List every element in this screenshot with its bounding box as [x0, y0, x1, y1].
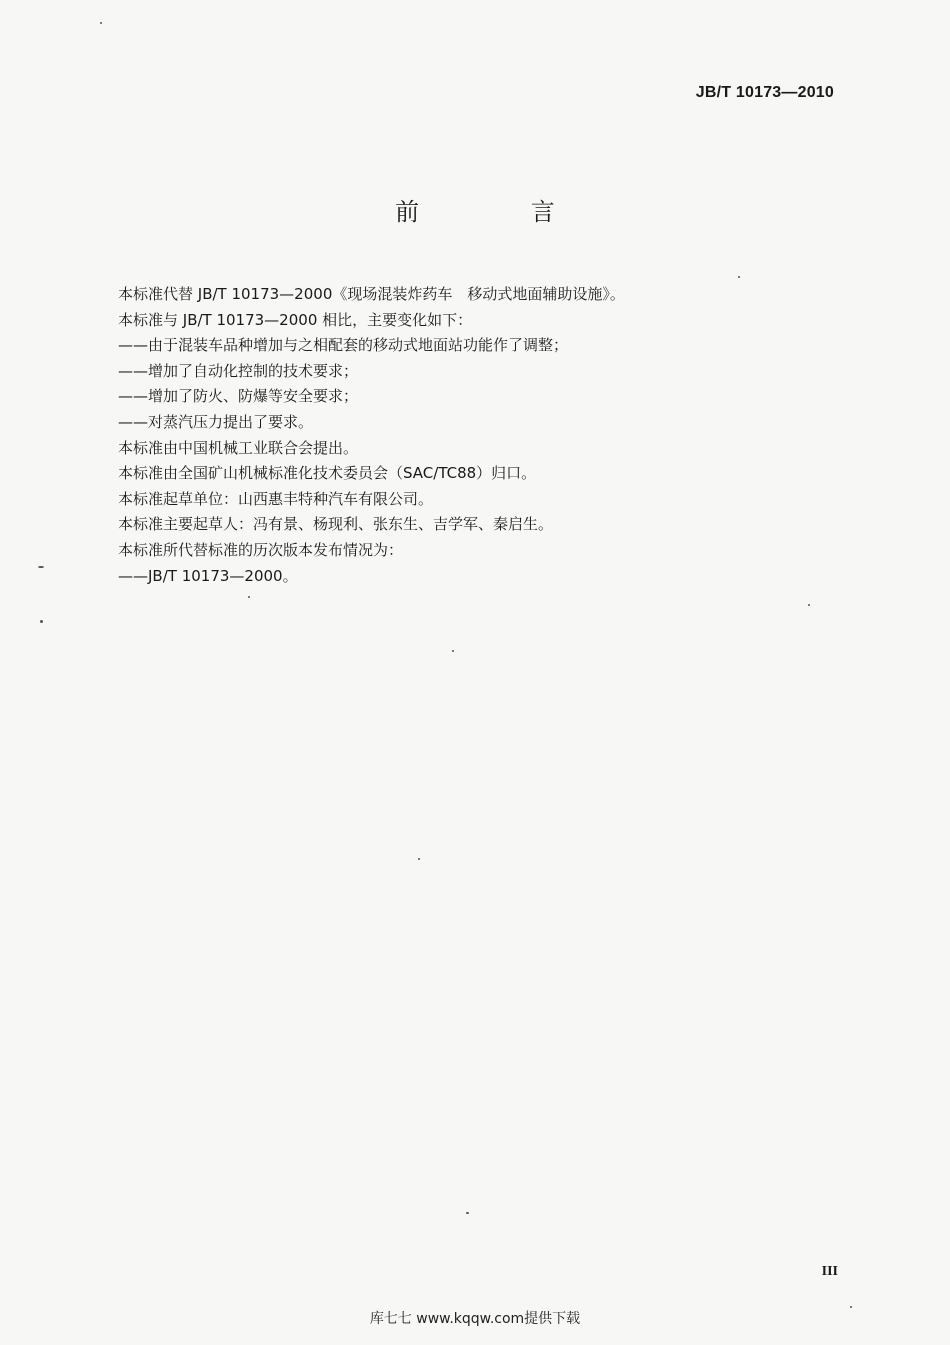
preface-line: ——增加了防火、防爆等安全要求；: [118, 387, 359, 406]
scan-speck: [38, 566, 44, 568]
scan-speck: [808, 604, 810, 606]
preface-body: [118, 282, 838, 589]
scan-speck: [452, 650, 454, 652]
preface-line: 本标准代替 JB/T 10173—2000《现场混装炸药车 移动式地面辅助设施》。: [118, 285, 625, 303]
preface-line: 本标准由全国矿山机械标准化技术委员会（SAC/TC88）归口。: [118, 464, 537, 483]
preface-line: 本标准所代替标准的历次版本发布情况为：: [118, 540, 404, 559]
scan-speck: [248, 596, 250, 598]
scan-speck: [466, 1212, 469, 1214]
preface-line: ——增加了自动化控制的技术要求；: [118, 361, 359, 380]
scan-speck: [40, 620, 43, 623]
scan-speck: [850, 1306, 852, 1308]
preface-line: 本标准与 JB/T 10173—2000 相比，主要变化如下：: [118, 310, 473, 329]
preface-line: ——对蒸汽压力提出了要求。: [118, 412, 314, 431]
download-footer: 库七七 www.kqqw.com提供下载: [369, 1311, 581, 1327]
scan-speck: [738, 276, 740, 278]
page-number: III: [821, 1264, 838, 1279]
preface-line: ——JB/T 10173—2000。: [118, 566, 298, 585]
section-title: 前 言: [395, 198, 607, 226]
preface-line: 本标准由中国机械工业联合会提出。: [118, 438, 359, 457]
scan-speck: [418, 858, 420, 860]
preface-line: 本标准主要起草人：冯有景、杨现利、张东生、吉学军、秦启生。: [118, 515, 554, 534]
preface-line: ——由于混装车品种增加与之相配套的移动式地面站功能作了调整；: [118, 336, 569, 355]
scan-speck: [100, 22, 102, 24]
preface-line: 本标准起草单位：山西惠丰特种汽车有限公司。: [118, 489, 434, 508]
standard-code-header: JB/T 10173—2010: [695, 84, 834, 101]
